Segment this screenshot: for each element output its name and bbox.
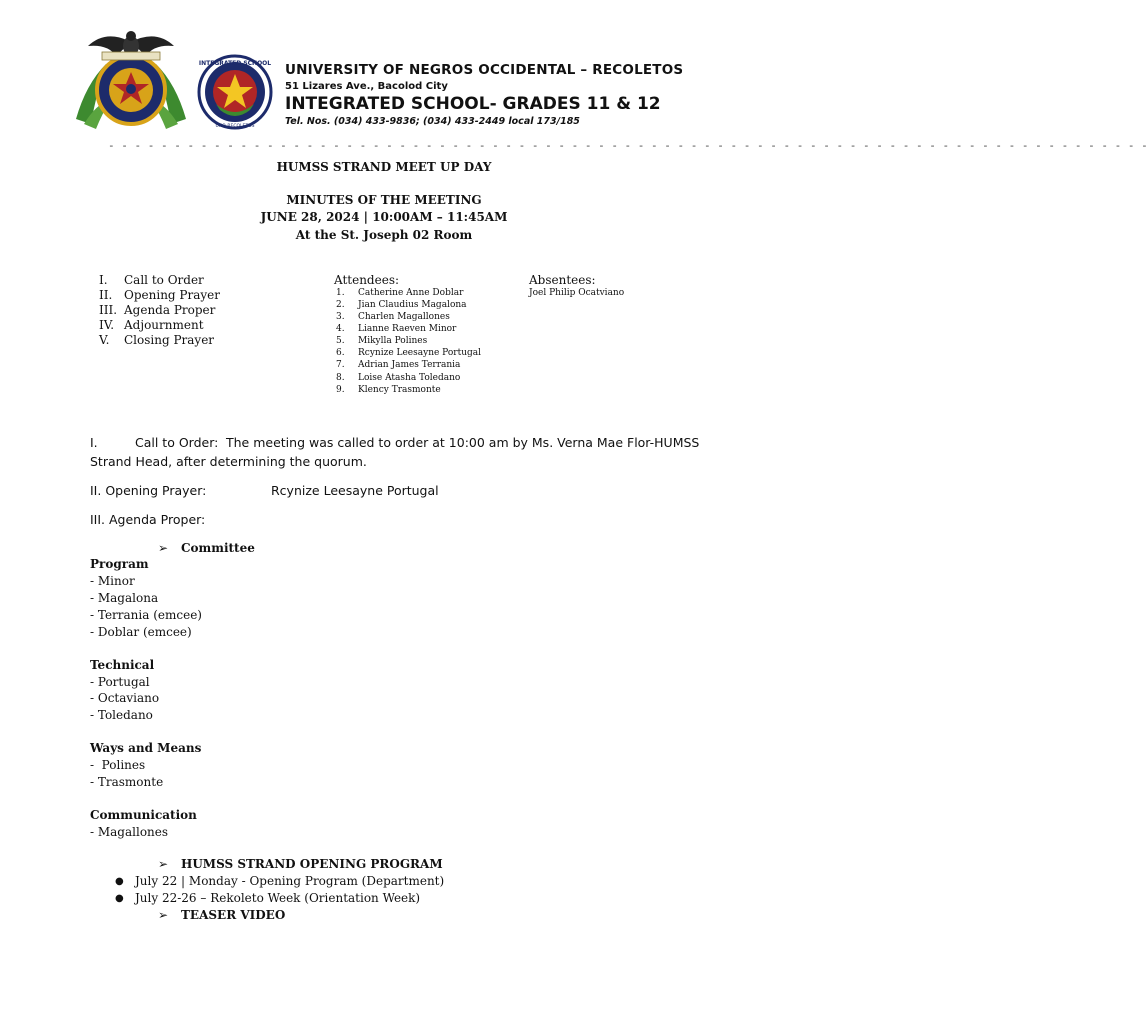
committee-member: - Terrania (emcee): [90, 608, 202, 622]
agenda-number: I.: [99, 273, 108, 287]
committee-member: - Portugal: [90, 675, 150, 689]
agenda-label: Closing Prayer: [124, 333, 215, 347]
attendee-number: 6.: [336, 348, 345, 358]
opening-prayer-label: II. Opening Prayer:: [90, 483, 207, 498]
arrow-bullet-icon: ➢: [158, 541, 169, 555]
arrow-bullet-icon: ➢: [158, 908, 169, 922]
university-address: 51 Lizares Ave., Bacolod City: [285, 81, 448, 92]
agenda-number: V.: [99, 333, 110, 347]
agenda-number: II.: [99, 288, 113, 302]
committee-member: - Polines: [90, 758, 146, 772]
logo-text-top: INTEGRATED SCHOOL: [198, 60, 272, 67]
bullet-icon: ●: [115, 893, 124, 904]
integrated-school-logo: [190, 52, 280, 132]
attendee-name: Jian Claudius Magalona: [358, 300, 467, 310]
call-to-order-label: Call to Order:: [135, 435, 219, 450]
university-name: UNIVERSITY OF NEGROS OCCIDENTAL – RECOLETOS: [285, 62, 684, 78]
event-title: HUMSS STRAND MEET UP DAY: [276, 160, 492, 174]
committee-member: - Minor: [90, 574, 135, 588]
teaser-video-heading: TEASER VIDEO: [181, 908, 286, 922]
arrow-bullet-icon: ➢: [158, 857, 169, 871]
attendee-number: 1.: [336, 288, 345, 298]
letterhead-divider: - - - - - - - - - - - - - - - - - - - - - - - - - - - - - - - - - - - - - - - - - - - - - - - - - - - - - - - - - - - - - - - - - - - - - - - - - - - - - - -: [108, 139, 1148, 152]
attendee-name: Lianne Raeven Minor: [358, 324, 457, 334]
school-name: INTEGRATED SCHOOL- GRADES 11 & 12: [285, 94, 661, 114]
attendees-heading: Attendees:: [334, 273, 400, 287]
attendee-number: 7.: [336, 360, 345, 370]
committee-member: - Magallones: [90, 825, 169, 839]
committee-member: - Octaviano: [90, 691, 160, 705]
opening-program-item: July 22 | Monday - Opening Program (Department): [135, 874, 445, 888]
agenda-label: Adjournment: [124, 318, 204, 332]
absentee-name: Joel Philip Ocatviano: [529, 288, 625, 298]
attendee-number: 5.: [336, 336, 345, 346]
opening-program-item: July 22-26 – Rekoleto Week (Orientation Week): [135, 891, 421, 905]
bullet-icon: ●: [115, 876, 124, 887]
committee-member: - Trasmonte: [90, 775, 164, 789]
committee-heading: Committee: [181, 541, 255, 555]
logo-text-bottom: UNO-RECOLETOS: [215, 124, 255, 129]
meeting-date-time: JUNE 28, 2024 | 10:00AM – 11:45AM: [260, 210, 508, 224]
attendee-number: 8.: [336, 373, 345, 383]
agenda-number: III.: [99, 303, 118, 317]
agenda-number: IV.: [99, 318, 115, 332]
attendee-name: Loise Atasha Toledano: [358, 373, 461, 383]
call-to-order-text-continued: Strand Head, after determining the quorum.: [90, 454, 367, 469]
attendee-name: Charlen Magallones: [358, 312, 450, 322]
absentees-heading: Absentees:: [529, 273, 596, 287]
call-to-order-text: The meeting was called to order at 10:00 am by Ms. Verna Mae Flor-HUMSS: [226, 435, 700, 450]
school-telephone: Tel. Nos. (034) 433-9836; (034) 433-2449 local 173/185: [285, 116, 580, 127]
attendee-name: Rcynize Leesayne Portugal: [358, 348, 482, 358]
university-seal-logo: [66, 24, 196, 134]
agenda-label: Agenda Proper: [124, 303, 216, 317]
committee-member: - Doblar (emcee): [90, 625, 192, 639]
attendee-name: Klency Trasmonte: [358, 385, 441, 395]
committee-member: - Toledano: [90, 708, 153, 722]
attendee-number: 2.: [336, 300, 345, 310]
minutes-title: MINUTES OF THE MEETING: [286, 193, 482, 207]
attendee-number: 4.: [336, 324, 345, 334]
opening-program-heading: HUMSS STRAND OPENING PROGRAM: [181, 857, 443, 871]
committee-member: - Magalona: [90, 591, 159, 605]
opening-prayer-value: Rcynize Leesayne Portugal: [271, 483, 439, 498]
attendee-number: 9.: [336, 385, 345, 395]
attendee-name: Catherine Anne Doblar: [358, 288, 464, 298]
committee-title-ways-and-means: Ways and Means: [90, 741, 202, 755]
attendee-name: Mikylla Polines: [358, 336, 428, 346]
attendee-name: Adrian James Terrania: [358, 360, 461, 370]
attendee-number: 3.: [336, 312, 345, 322]
committee-title-technical: Technical: [90, 658, 155, 672]
agenda-label: Opening Prayer: [124, 288, 220, 302]
call-to-order-number: I.: [90, 435, 98, 450]
committee-title-communication: Communication: [90, 808, 197, 822]
meeting-venue: At the St. Joseph 02 Room: [295, 228, 473, 242]
committee-title-program: Program: [90, 557, 149, 571]
agenda-proper-label: III. Agenda Proper:: [90, 512, 206, 527]
agenda-label: Call to Order: [124, 273, 204, 287]
